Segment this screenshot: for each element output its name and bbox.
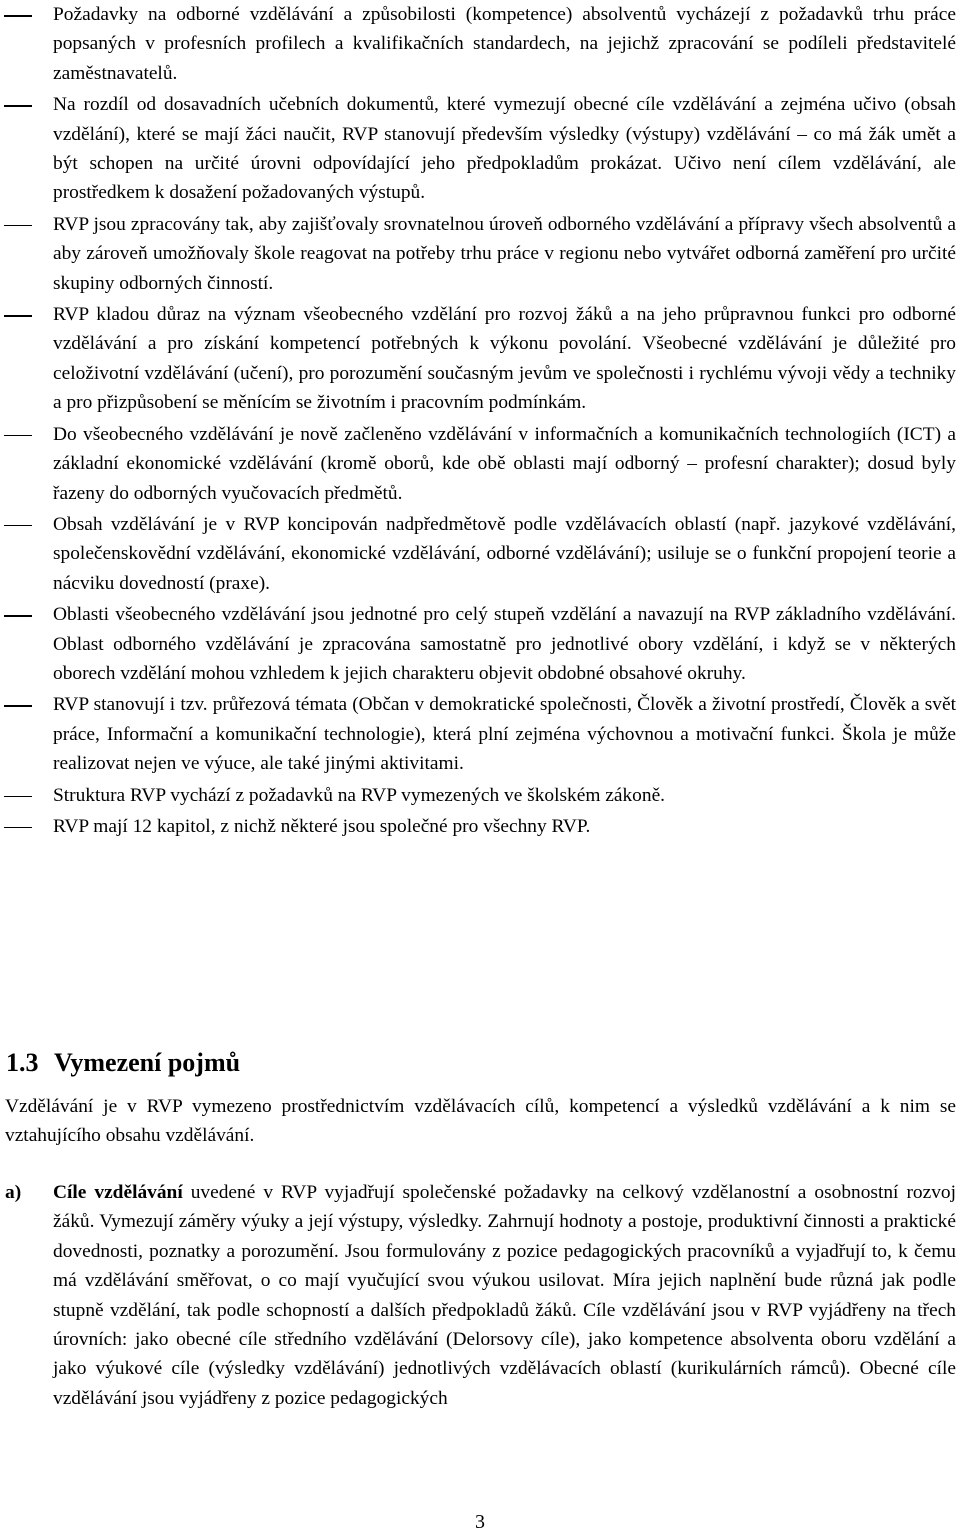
bullet-text: Požadavky na odborné vzdělávání a způsobilosti (kompetence) absolventů vycházejí z požadavků trhu práce popsaných v profesních profilech a kvalifikačních standardech, na jejichž zpracování se podíleli představitelé zaměstnavatelů. [53,4,956,84]
bullet-item [0,600,960,688]
dash-marker-icon [4,315,32,317]
page-number: 3 [475,1511,485,1533]
dash-marker-icon [4,705,32,707]
section-heading [6,1046,240,1080]
dash-marker-icon [4,225,32,227]
definition-text: uvedené v RVP vyjadřují společenské požadavky na celkový vzdělanostní a osobnostní rozvoj žáků. Vymezují záměry výuky a její výstupy, výsledky. Zahrnují hodnoty a postoje, produktivní činnosti a praktické dovednosti, poznatky a porozumění. Jsou formulovány z pozice pedagogických pracovníků a vyjadřují to, k čemu má vzdělávání směřovat, o co mají vyučující svou výukou usilovat. Míra jejich naplnění bude různá jak podle stupně vzdělání, tak podle schopností a dalších předpokladů žáků. Cíle vzdělávání jsou v RVP vyjádřeny na třech úrovních: jako obecné cíle středního vzdělávání (Delorsovy cíle), jako kompetence absolventa oboru vzdělání a jako výukové cíle (výsledky vzdělávání) jednotlivých vzdělávacích oblastí (kurikulárních rámců). Obecné cíle vzdělávání jsou vyjádřeny z pozice pedagogických [53,1182,956,1409]
bullet-text: RVP mají 12 kapitol, z nichž některé jsou společné pro všechny RVP. [53,815,591,837]
dash-marker-icon [4,525,32,527]
bullet-text: Do všeobecného vzdělávání je nově začleněno vzdělávání v informačních a komunikačních technologiích (ICT) a základní ekonomické vzdělávání (kromě oborů, kde obě oblasti mají odborný – profesní charakter); dosud byly řazeny do odborných vyučovacích předmětů. [53,423,956,504]
dash-marker-icon [4,615,32,617]
bullet-item [0,510,960,598]
section-title: Vymezení pojmů [54,1048,241,1077]
intro-paragraph: Vzdělávání je v RVP vymezeno prostřednictvím vzdělávacích cílů, kompetencí a výsledků vzdělávání a k nim se vztahujícího obsahu vzdělávání. [5,1096,956,1147]
bullet-item [0,420,960,508]
bullet-item [0,690,960,778]
definition-term: Cíle vzdělávání [53,1182,183,1203]
definition-paragraph [5,1178,956,1413]
bullet-item [0,210,960,298]
definition-marker: a) [5,1182,22,1203]
bullet-item [0,90,960,208]
bullet-item [0,300,960,418]
dash-marker-icon [4,796,32,798]
dash-marker-icon [4,435,32,437]
bullet-text: Na rozdíl od dosavadních učebních dokumentů, které vymezují obecné cíle vzdělávání a zejména učivo (obsah vzdělání), které se mají žáci naučit, RVP stanovují především výsledky (výstupy) vzdělávání – co má žák umět a být schopen na určité úrovni odpovídající jeho předpokladům prokázat. Učivo není cílem vzdělávání, ale prostředkem k dosažení požadovaných výstupů. [53,94,956,204]
bullet-text: Obsah vzdělávání je v RVP koncipován nadpředmětově podle vzdělávacích oblastí (např. jazykové vzdělávání, společenskovědní vzdělávání, ekonomické vzdělávání, odborné vzdělávání); usiluje se o funkční propojení teorie a nácviku dovedností (praxe). [53,513,956,594]
bullet-text: Struktura RVP vychází z požadavků na RVP vymezených ve školském zákoně. [53,784,666,806]
bullet-text: Oblasti všeobecného vzdělávání jsou jednotné pro celý stupeň vzdělání a navazují na RVP základního vzdělávání. Oblast odborného vzdělávání je zpracována samostatně pro jednotlivé obory vzdělání, i když se v některých oborech vzdělání mohou vzhledem k jejich charakteru objevit obdobné obsahové okruhy. [53,604,956,684]
bullet-text: RVP jsou zpracovány tak, aby zajišťovaly srovnatelnou úroveň odborného vzdělávání a přípravy všech absolventů a aby zároveň umožňovaly škole reagovat na potřeby trhu práce v regionu nebo vytvářet odborná zaměření pro určité skupiny odborných činností. [53,213,956,294]
dash-marker-icon [4,15,32,17]
bullet-item [0,0,960,88]
bullet-item [0,781,960,810]
bullet-item [0,812,960,841]
bullet-text: RVP kladou důraz na význam všeobecného vzdělání pro rozvoj žáků a na jeho průpravnou funkci pro odborné vzdělávání a pro získání kompetencí potřebných k výkonu povolání. Všeobecné vzdělávání je důležité pro celoživotní vzdělávání (učení), pro porozumění současným jevům ve společnosti i rychlému vývoji vědy a techniky a pro přizpůsobení se měnícím se životním i pracovním podmínkám. [53,304,956,414]
section-number: 1.3 [6,1048,39,1077]
dash-marker-icon [4,827,32,829]
bullet-text: RVP stanovují i tzv. průřezová témata (Občan v demokratické společnosti, Člověk a životní prostředí, Člověk a svět práce, Informační a komunikační technologie), která plní zejména výchovnou a motivační funkci. Škola je může realizovat nejen ve výuce, ale také jinými aktivitami. [53,694,956,775]
dash-marker-icon [4,105,32,107]
